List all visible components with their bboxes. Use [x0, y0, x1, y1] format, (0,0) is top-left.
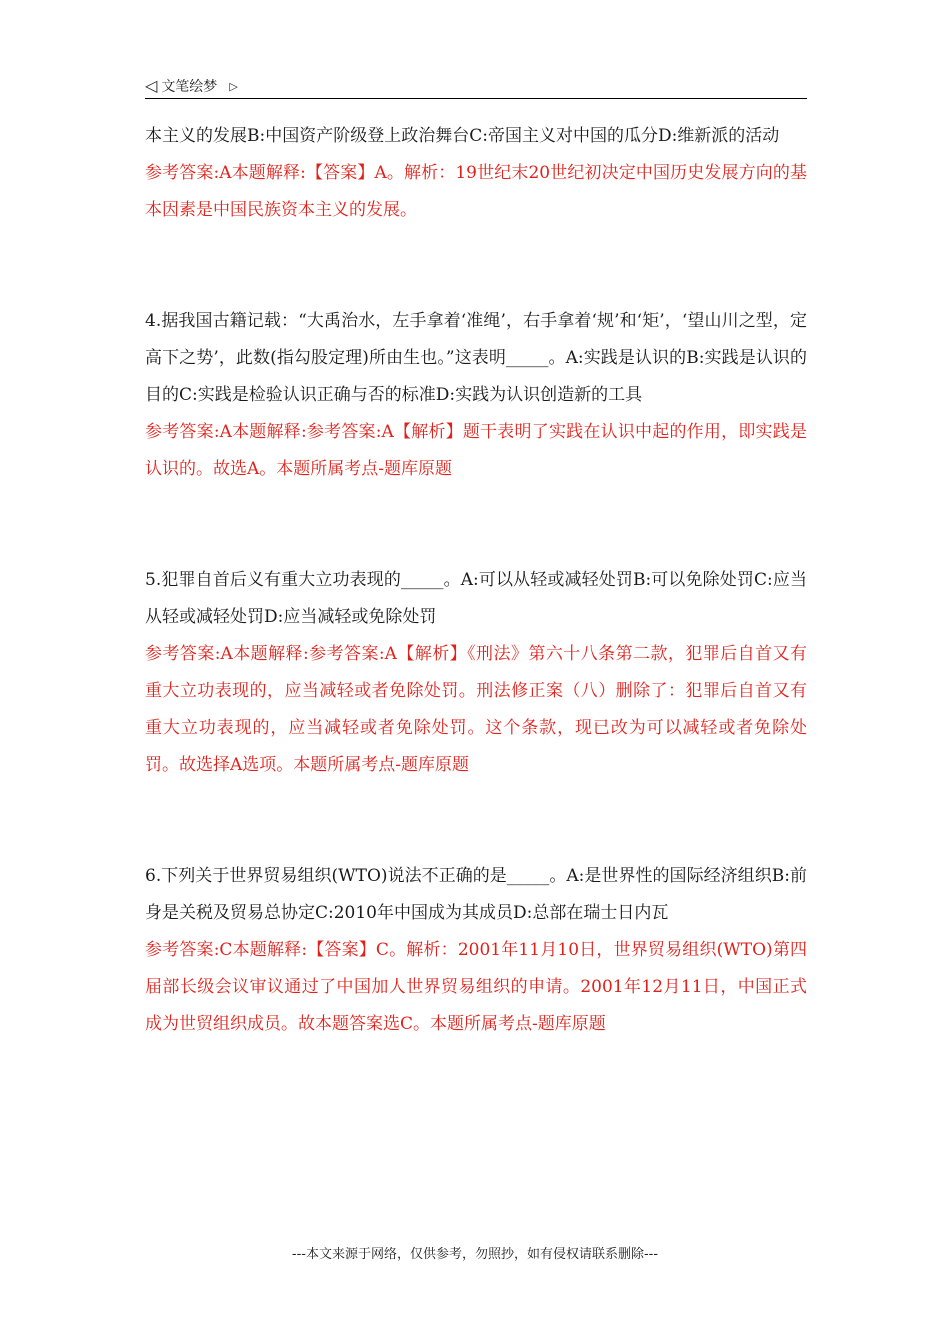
question-text: 6.下列关于世界贸易组织(WTO)说法不正确的是_____。A:是世界性的国际经济组织B:前身是关税及贸易总协定C:2010年中国成为其成员D:总部在瑞士日内瓦: [145, 866, 807, 923]
document-body: [145, 118, 807, 1043]
question-text: 5.犯罪自首后义有重大立功表现的_____。A:可以从轻或减轻处罚B:可以免除处罚C:应当从轻或减轻处罚D:应当减轻或免除处罚: [145, 570, 807, 627]
question-text: 本主义的发展B:中国资产阶级登上政治舞台C:帝国主义对中国的瓜分D:维新派的活动: [145, 126, 780, 146]
left-triangle-icon: ◁: [145, 76, 158, 95]
answer-text: 参考答案:A本题解释:【答案】A。解析：19世纪末20世纪初决定中国历史发展方向的基本因素是中国民族资本主义的发展。: [145, 163, 807, 220]
answer-text: 参考答案:A本题解释:参考答案:A【解析】《刑法》第六十八条第二款，犯罪后自首又有重大立功表现的，应当减轻或者免除处罚。刑法修正案（八）删除了：犯罪后自首又有重大立功表现的，应当减轻或者免除处罚。这个条款，现已改为可以减轻或者免除处罚。故选择A选项。本题所属考点-题库原题: [145, 644, 807, 775]
question-block-1: [145, 118, 807, 229]
brand-name: 文笔绘梦: [161, 79, 218, 95]
brand: [145, 76, 238, 96]
page-header: [145, 72, 807, 99]
question-block-5: [145, 562, 807, 784]
question-text: 4.据我国古籍记载：“大禹治水，左手拿着‘准绳’，右手拿着‘规’和‘矩’，‘望山川之型，定高下之势’，此数(指勾股定理)所由生也。”这表明_____。A:实践是认识的B:实践是认识的目的C:实践是检验认识正确与否的标准D:实践为认识创造新的工具: [145, 311, 807, 405]
right-triangle-icon: ▷: [229, 79, 238, 93]
answer-text: 参考答案:C本题解释:【答案】C。解析：2001年11月10日，世界贸易组织(WTO)第四届部长级会议审议通过了中国加人世界贸易组织的申请。2001年12月11日，中国正式成为世贸组织成员。故本题答案选C。本题所属考点-题库原题: [145, 940, 807, 1034]
footer-disclaimer: ---本文来源于网络，仅供参考，勿照抄，如有侵权请联系删除---: [291, 1247, 659, 1262]
question-block-6: [145, 858, 807, 1043]
question-block-4: [145, 303, 807, 488]
answer-text: 参考答案:A本题解释:参考答案:A【解析】题干表明了实践在认识中起的作用，即实践是认识的。故选A。本题所属考点-题库原题: [145, 422, 807, 479]
